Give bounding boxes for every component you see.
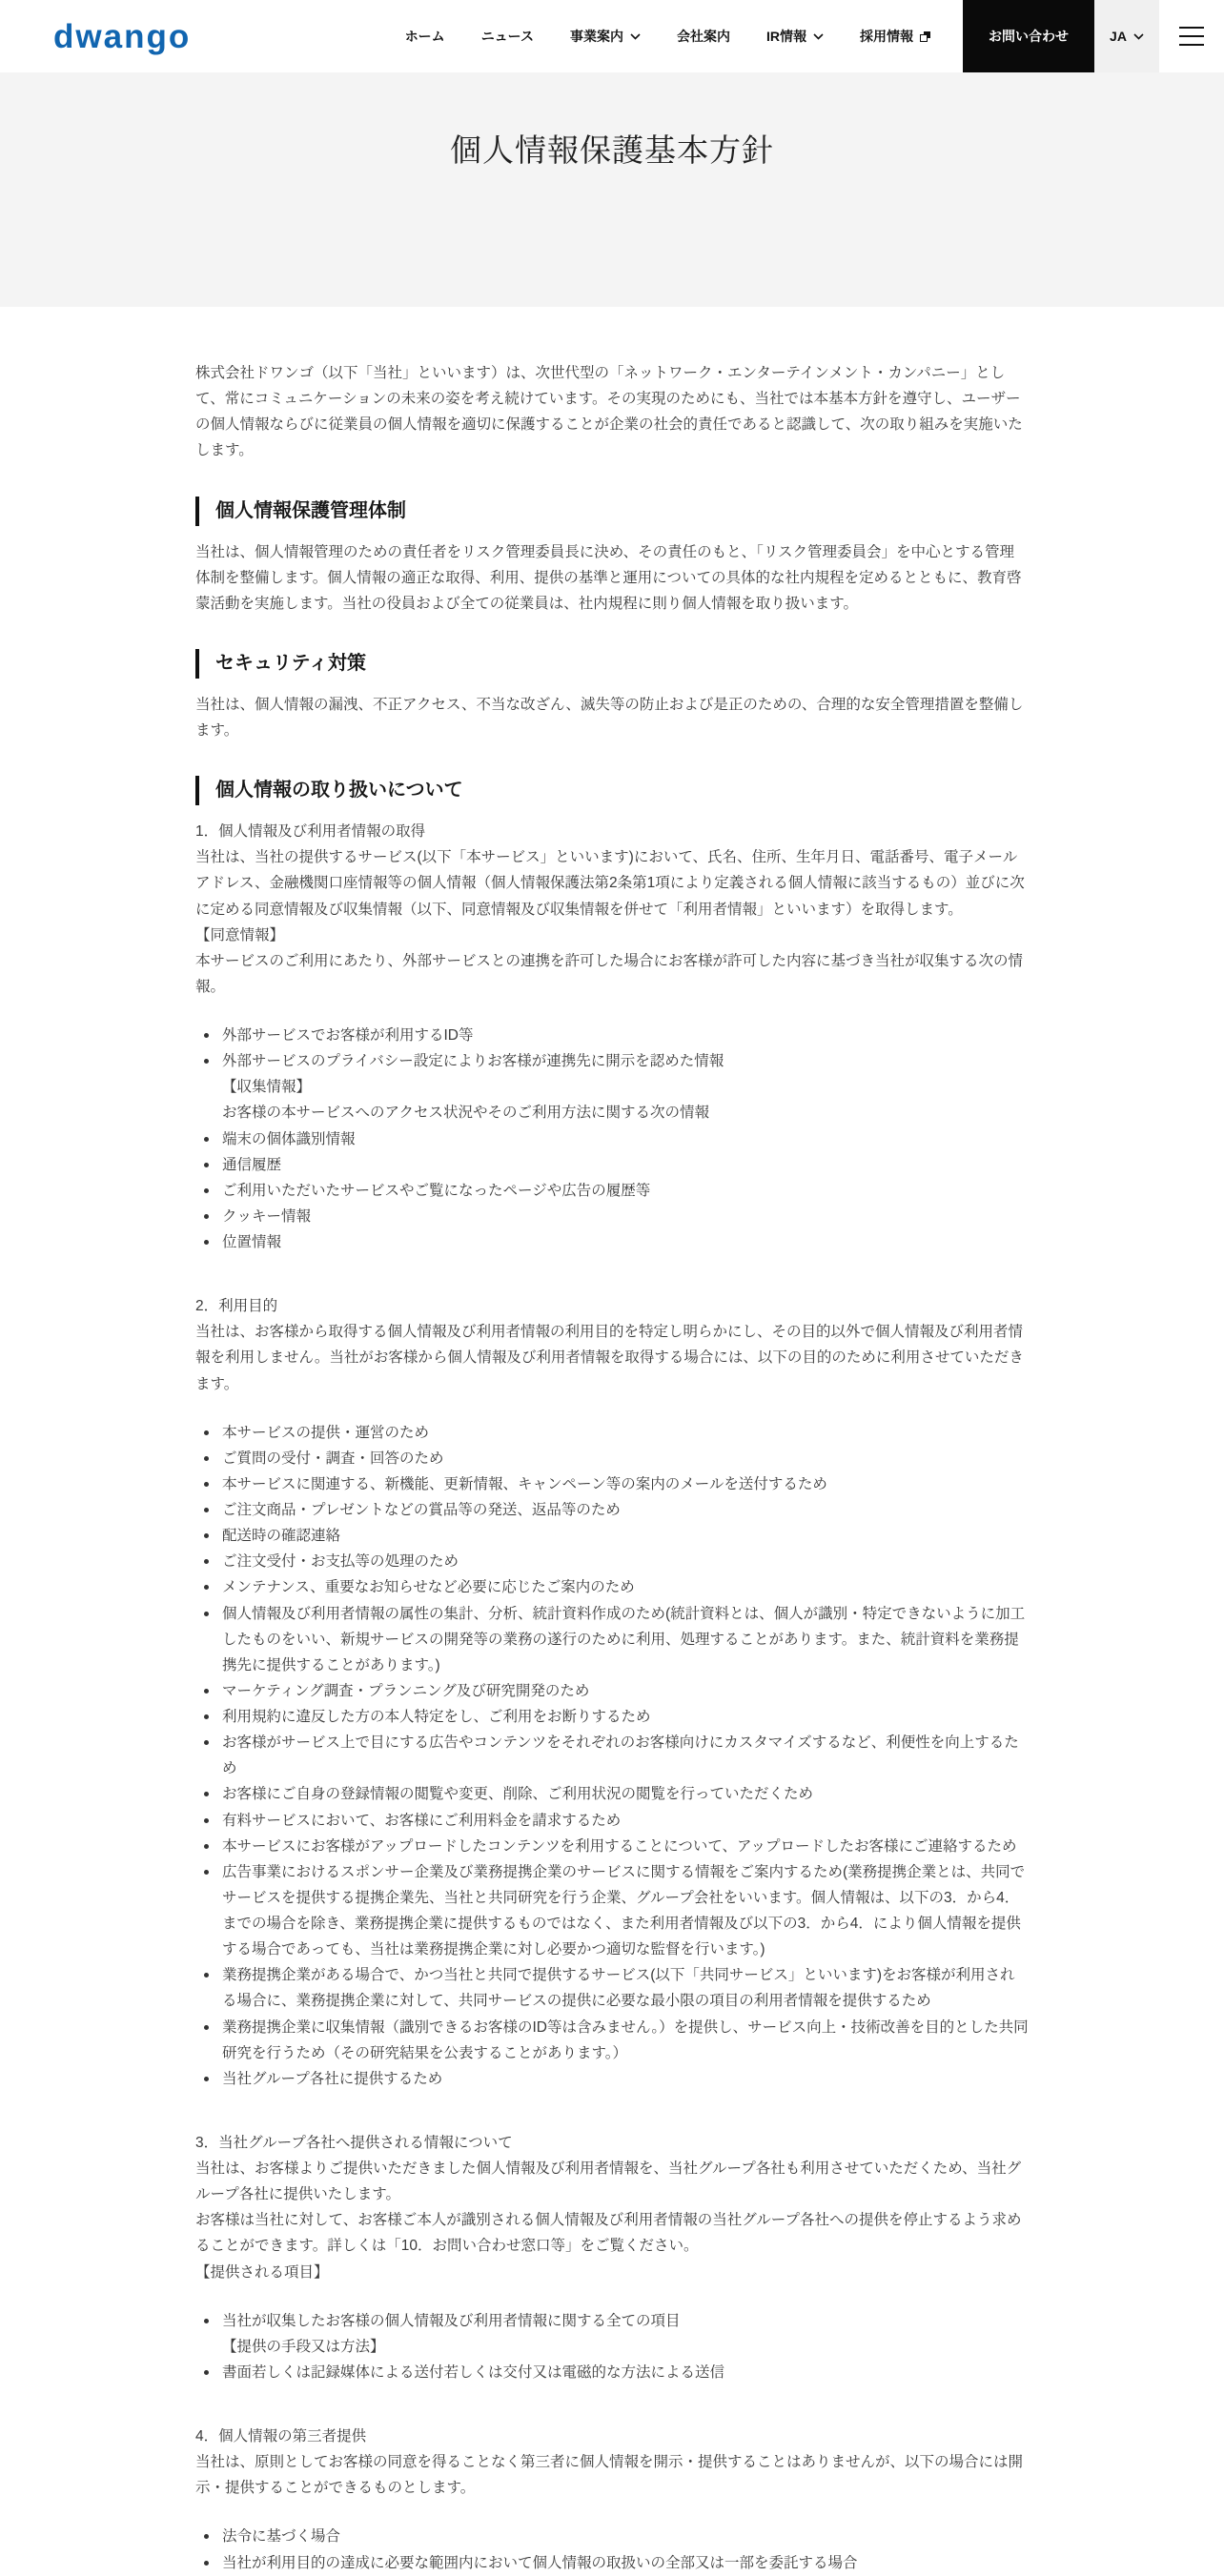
list-item: 書面若しくは記録媒体による送付若しくは交付又は電磁的な方法による送信 (195, 2360, 1029, 2385)
page-title: 個人情報保護基本方針 (450, 132, 774, 168)
list-item: ご注文商品・プレゼントなどの賞品等の発送、返品等のため (195, 1497, 1029, 1523)
language-label: JA (1110, 29, 1127, 44)
nav-item[interactable] (481, 27, 534, 46)
nav-item-label: ホーム (404, 29, 445, 44)
list-item: メンテナンス、重要なお知らせなど必要に応じたご案内のため (195, 1574, 1029, 1600)
list-item: 通信履歴 (195, 1152, 1029, 1178)
language-selector[interactable] (1094, 0, 1159, 72)
chevron-down-icon (630, 33, 641, 40)
paragraph: 株式会社ドワンゴ（以下「当社」といいます）は、次世代型の「ネットワーク・エンターテインメント・カンパニー」として、常にコミュニケーションの未来の姿を考え続けています。その実現のためにも、当社では本基本方針を遵守し、ユーザーの個人情報ならびに従業員の個人情報を適切に保護することが企業の社会的責任であると認識して、次の取り組みを実施いたします。 (195, 365, 1023, 459)
list-item: 当社が利用目的の達成に必要な範囲内において個人情報の取扱いの全部又は一部を委託する場合 (195, 2550, 1029, 2576)
list-item: 外部サービスのプライバシー設定によりお客様が連携先に開示を認めた情報 (195, 1048, 1029, 1074)
contact-button[interactable]: お問い合わせ (963, 0, 1094, 72)
hero (0, 72, 1224, 307)
list-item: 外部サービスでお客様が利用するID等 (195, 1023, 1029, 1048)
list-item: 位置情報 (195, 1229, 1029, 1255)
list-item: 有料サービスにおいて、お客様にご利用料金を請求するため (195, 1808, 1029, 1834)
paragraph: 当社は、お客様よりご提供いただきました個人情報及び利用者情報を、当社グループ各社も利用させていただくため、当社グループ各社に提供いたします。 (195, 2160, 1022, 2203)
paragraph: 当社は、個人情報管理のための責任者をリスク管理委員長に決め、その責任のもと、「リスク管理委員会」を中心とする管理体制を整備します。個人情報の適正な取得、利用、提供の基準と運用についての具体的な社内規程を定めるとともに、教育啓蒙活動を実施します。当社の役員および全ての従業員は、社内規程に則り個人情報を取り扱います。 (195, 543, 1022, 612)
nav-item[interactable] (570, 27, 641, 46)
article-subheading: 3．当社グループ各社へ提供される情報について (195, 2134, 513, 2151)
nav-item-label: 事業案内 (570, 29, 623, 44)
paragraph: 【提供される項目】 (195, 2263, 329, 2281)
bullet-list (195, 1023, 1029, 1255)
bullet-list (195, 2524, 1029, 2575)
external-link-icon (920, 31, 930, 42)
list-item: 本サービスにお客様がアップロードしたコンテンツを利用することについて、アップロードしたお客様にご連絡するため (195, 1834, 1029, 1859)
section-heading: 個人情報保護管理体制 (195, 497, 1029, 526)
list-item: クッキー情報 (195, 1204, 1029, 1229)
list-item: 業務提携企業がある場合で、かつ当社と共同で提供するサービス(以下「共同サービス」といいます)をお客様が利用される場合に、業務提携企業に対して、共同サービスの提供に必要な最小限の項目の利用者情報を提供するため (195, 1962, 1029, 2014)
chevron-down-icon (813, 33, 824, 40)
list-item: 当社グループ各社に提供するため (195, 2066, 1029, 2092)
list-item: 業務提携企業に収集情報（識別できるお客様のID等は含みません。）を提供し、サービス向上・技術改善を目的とした共同研究を行うため（その研究結果を公表することがあります。） (195, 2015, 1029, 2066)
article-subheading: 4．個人情報の第三者提供 (195, 2428, 367, 2444)
main-nav (405, 0, 930, 72)
list-item: ご利用いただいたサービスやご覧になったページや広告の履歴等 (195, 1178, 1029, 1204)
nav-item-label: IR情報 (766, 29, 806, 44)
list-item: 広告事業におけるスポンサー企業及び業務提携企業のサービスに関する情報をご案内するため(業務提携企業とは、共同でサービスを提供する提携企業先、当社と共同研究を行う企業、グループ会社をいいます。個人情報は、以下の3．から4．までの場合を除き、業務提携企業に提供するものではなく、また利用者情報及び以下の3．から4．により個人情報を提供する場合であっても、当社は業務提携企業に対し必要かつ適切な監督を行います。) (195, 1859, 1029, 1963)
nav-item-label: ニュース (480, 29, 534, 44)
list-item: ご注文受付・お支払等の処理のため (195, 1549, 1029, 1574)
bullet-list (195, 1420, 1029, 2092)
list-subnote: 【提供の手段又は方法】 (222, 2338, 385, 2355)
article-subheading: 2．利用目的 (195, 1298, 278, 1315)
list-item: ご質問の受付・調査・回答のため (195, 1446, 1029, 1471)
section-heading: 個人情報の取り扱いについて (195, 776, 1029, 805)
list-subnote: お客様の本サービスへのアクセス状況やそのご利用方法に関する次の情報 (222, 1105, 710, 1122)
nav-item[interactable] (860, 27, 930, 46)
list-item: 法令に基づく場合 (195, 2524, 1029, 2549)
list-item: お客様がサービス上で目にする広告やコンテンツをそれぞれのお客様向けにカスタマイズするなど、利便性を向上するため (195, 1730, 1029, 1781)
paragraph: 当社は、個人情報の漏洩、不正アクセス、不当な改ざん、滅失等の防止および是正のための、合理的な安全管理措置を整備します。 (195, 696, 1024, 739)
list-item: 端末の個体識別情報 (195, 1126, 1029, 1152)
hamburger-menu-icon[interactable] (1159, 0, 1224, 72)
list-item: 当社が収集したお客様の個人情報及び利用者情報に関する全ての項目 (195, 2308, 1029, 2334)
paragraph: 当社は、原則としてお客様の同意を得ることなく第三者に個人情報を開示・提供することはありませんが、以下の場合には開示・提供することができるものとします。 (195, 2454, 1024, 2497)
list-item: 本サービスに関連する、新機能、更新情報、キャンペーン等の案内のメールを送付するため (195, 1471, 1029, 1497)
article-subheading: 1．個人情報及び利用者情報の取得 (195, 823, 426, 841)
nav-item-label: 会社案内 (677, 29, 730, 44)
paragraph: お客様は当社に対して、お客様ご本人が識別される個人情報及び利用者情報の当社グループ各社への提供を停止するよう求めることができます。詳しくは「10．お問い合わせ窓口等」をご覧ください。 (195, 2212, 1022, 2255)
paragraph: 本サービスのご利用にあたり、外部サービスとの連携を許可した場合にお客様が許可した内容に基づき当社が収集する次の情報。 (195, 952, 1024, 995)
paragraph: 当社は、当社の提供するサービス(以下「本サービス」といいます)において、氏名、住所、生年月日、電話番号、電子メールアドレス、金融機関口座情報等の個人情報（個人情報保護法第2条第1項により定義される個人情報に該当するもの）並びに次に定める同意情報及び収集情報（以下、同意情報及び収集情報を併せて「利用者情報」といいます）を取得します。 (195, 849, 1025, 918)
bullet-list (195, 2308, 1029, 2385)
list-item: 配送時の確認連絡 (195, 1523, 1029, 1549)
list-item: 個人情報及び利用者情報の属性の集計、分析、統計資料作成のため(統計資料とは、個人が識別・特定できないように加工したものをいい、新規サービスの開発等の業務の遂行のために利用、処理することがあります。また、統計資料を業務提携先に提供することがあります。) (195, 1601, 1029, 1678)
list-subnote: 【収集情報】 (222, 1079, 312, 1096)
chevron-down-icon (1133, 33, 1144, 40)
content-column (195, 307, 1029, 2576)
paragraph: 【同意情報】 (195, 926, 285, 943)
list-item: マーケティング調査・プランニング及び研究開発のため (195, 1678, 1029, 1704)
logo[interactable]: dwango (53, 17, 192, 55)
list-item: 利用規約に違反した方の本人特定をし、ご利用をお断りするため (195, 1704, 1029, 1730)
site-header (0, 0, 1224, 72)
nav-item[interactable] (677, 27, 730, 46)
paragraph: 当社は、お客様から取得する個人情報及び利用者情報の利用目的を特定し明らかにし、その目的以外で個人情報及び利用者情報を利用しません。当社がお客様から個人情報及び利用者情報を取得する場合には、以下の目的のために利用させていただきます。 (195, 1324, 1024, 1392)
list-item: お客様にご自身の登録情報の閲覧や変更、削除、ご利用状況の閲覧を行っていただくため (195, 1781, 1029, 1807)
list-item: 本サービスの提供・運営のため (195, 1420, 1029, 1446)
section-heading: セキュリティ対策 (195, 649, 1029, 679)
nav-item-label: 採用情報 (860, 29, 913, 44)
nav-item[interactable] (766, 27, 824, 46)
nav-item[interactable] (405, 27, 445, 46)
